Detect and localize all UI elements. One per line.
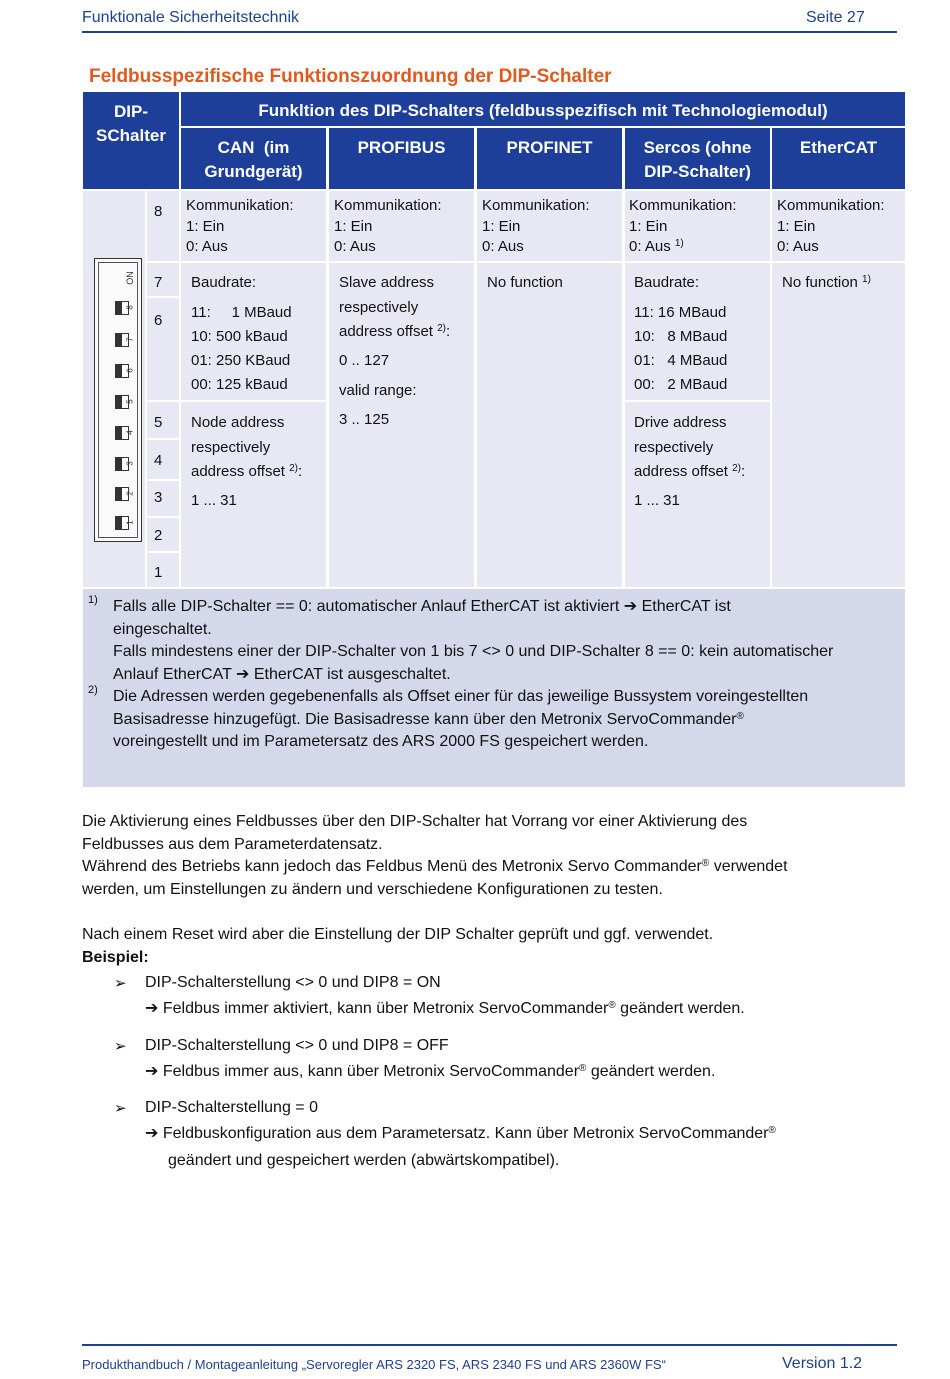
- registered-mark: ®: [768, 1125, 776, 1136]
- colon: :: [298, 463, 303, 480]
- footnote-1-line-4: Anlauf EtherCAT ➔ EtherCAT ist ausgeschaltet.: [113, 666, 451, 683]
- sercos-baud-00: 00: 2 MBaud: [634, 376, 728, 393]
- body-text: ➔ Feldbus immer aktiviert, kann über Metronix ServoCommander: [145, 1000, 609, 1017]
- para-2: Nach einem Reset wird aber die Einstellung der DIP Schalter geprüft und ggf. verwendet.: [82, 926, 714, 943]
- kom-label: Kommunikation:: [334, 197, 442, 214]
- kom-label: Kommunikation:: [629, 197, 737, 214]
- kom-label: Kommunikation:: [777, 197, 885, 214]
- registered-mark: ®: [579, 1063, 587, 1074]
- body-text: Während des Betriebs kann jedoch das Feldbus Menü des Metronix Servo Commander: [82, 858, 702, 875]
- switch-number: 4: [154, 452, 163, 469]
- num-cell-6: [147, 298, 179, 400]
- colon: :: [446, 323, 451, 340]
- kom-aus-sercos: [629, 237, 684, 257]
- footnote-text: Basisadresse hinzugefügt. Die Basisadresse kann über den Metronix ServoCommander: [113, 711, 737, 728]
- body-text: ➔ Feldbuskonfiguration aus dem Parametersatz. Kann über Metronix ServoCommander: [145, 1125, 769, 1142]
- registered-mark: ®: [736, 711, 744, 722]
- profibus-range: 0 .. 127: [339, 352, 390, 369]
- sercos-drive-l2: respectively: [634, 439, 714, 456]
- body-text: geändert werden.: [586, 1063, 716, 1080]
- example-1: DIP-Schalterstellung <> 0 und DIP8 = ON: [145, 974, 441, 991]
- switch-number: 2: [154, 527, 163, 544]
- can-node-l3: [191, 462, 302, 482]
- can-node-l1: Node address: [191, 414, 285, 431]
- dip-switch-label: 8: [125, 305, 135, 310]
- cell-ethercat-nofunc: [772, 263, 905, 587]
- num-cell-8: [147, 191, 179, 261]
- body-text: ➔ Feldbus immer aus, kann über Metronix ServoCommander: [145, 1063, 580, 1080]
- para-1-line-1: Die Aktivierung eines Feldbusses über den DIP-Schalter hat Vorrang vor einer Aktivierung des: [82, 813, 748, 830]
- sercos-drive-l1: Drive address: [634, 414, 727, 431]
- kom-ein: 1: Ein: [629, 218, 668, 235]
- running-header-title: Funktionale Sicherheitstechnik: [82, 9, 300, 26]
- footnote-1-line-3: Falls mindestens einer der DIP-Schalter von 1 bis 7 <> 0 und DIP-Schalter 8 == 0: kein automatischer: [113, 643, 834, 660]
- header-rule: [82, 31, 897, 33]
- sercos-baud-11: 11: 16 MBaud: [634, 304, 727, 321]
- example-3-result-line-1: [145, 1123, 776, 1146]
- switch-number: 5: [154, 414, 163, 431]
- footer-rule: [82, 1344, 897, 1346]
- footnote-2-line-3: voreingestellt und im Parametersatz des ARS 2000 FS gespeichert werden.: [113, 733, 649, 750]
- registered-mark: ®: [608, 1000, 616, 1011]
- kom-label: Kommunikation:: [482, 197, 590, 214]
- can-baud-label: Baudrate:: [191, 274, 257, 291]
- body-text: verwendet: [709, 858, 788, 875]
- para-1-line-4: werden, um Einstellungen zu ändern und verschiedene Konfigurationen zu testen.: [82, 881, 663, 898]
- can-baud-10: 10: 500 kBaud: [191, 328, 288, 345]
- footnote-2-line-2: [113, 709, 744, 732]
- footnote-marker-2: 2): [88, 684, 98, 696]
- page-number: Seite 27: [806, 9, 865, 26]
- kom-ein: 1: Ein: [186, 218, 225, 235]
- bullet-arrow-icon: ➢: [114, 1038, 127, 1055]
- footnote-2-line-1: Die Adressen werden gegebenenfalls als Offset einer für das jeweilige Bussystem voreingestellten: [113, 688, 809, 705]
- footnote-ref: 2): [437, 323, 447, 334]
- num-cell-4: [147, 440, 179, 479]
- dip-on-label: ON: [124, 271, 135, 285]
- profibus-l1: Slave address: [339, 274, 435, 291]
- para-1-line-3: [82, 856, 788, 879]
- can-baud-01: 01: 250 KBaud: [191, 352, 291, 369]
- offset-text: address offset: [191, 463, 290, 480]
- kom-ein: 1: Ein: [482, 218, 521, 235]
- example-2: DIP-Schalterstellung <> 0 und DIP8 = OFF: [145, 1037, 449, 1054]
- th-profibus: PROFIBUS: [329, 128, 474, 189]
- example-3: DIP-Schalterstellung = 0: [145, 1099, 318, 1116]
- sercos-drive-l3: [634, 462, 745, 482]
- dip-switch-label: 1: [125, 520, 135, 525]
- num-cell-5: [147, 402, 179, 438]
- profinet-no-function: No function: [487, 274, 563, 291]
- footnote-1-line-2: eingeschaltet.: [113, 621, 212, 638]
- kom-aus: 0: Aus: [186, 238, 228, 255]
- para-1-line-2: Feldbusses aus dem Parameterdatensatz.: [82, 836, 383, 853]
- th-sercos: Sercos (ohne DIP-Schalter): [625, 128, 770, 189]
- num-cell-3: [147, 481, 179, 516]
- dip-switch-label: 5: [125, 399, 135, 404]
- num-cell-7: [147, 263, 179, 296]
- bullet-arrow-icon: ➢: [114, 975, 127, 992]
- kom-aus-text: 0: Aus: [629, 238, 671, 255]
- switch-number: 1: [154, 564, 163, 581]
- offset-text: address offset: [339, 323, 438, 340]
- footer-version: Version 1.2: [782, 1355, 863, 1372]
- kom-ein: 1: Ein: [334, 218, 373, 235]
- footnote-marker-1: 1): [88, 594, 98, 606]
- footer-document-title: Produkthandbuch / Montageanleitung „Servoregler ARS 2320 FS, ARS 2340 FS und ARS 2360W FS“: [82, 1357, 666, 1372]
- body-text: geändert werden.: [615, 1000, 745, 1017]
- kom-ein: 1: Ein: [777, 218, 816, 235]
- kom-aus: 0: Aus: [482, 238, 524, 255]
- cell-profinet-nofunc: [477, 263, 622, 587]
- switch-number: 3: [154, 489, 163, 506]
- can-node-l2: respectively: [191, 439, 271, 456]
- dip-switch-label: 2: [125, 491, 135, 496]
- th-profinet: PROFINET: [477, 128, 622, 189]
- profibus-l2: respectively: [339, 299, 419, 316]
- sercos-baud-label: Baudrate:: [634, 274, 700, 291]
- profibus-valid-label: valid range:: [339, 382, 417, 399]
- dip-switch-label: 3: [125, 461, 135, 466]
- example-1-result: [145, 998, 745, 1021]
- th-ethercat: EtherCAT: [772, 128, 905, 189]
- dip-switch-frame: [98, 262, 138, 538]
- sercos-drive-range: 1 ... 31: [634, 492, 680, 509]
- switch-number: 7: [154, 274, 163, 291]
- footnote-ref: 2): [732, 463, 742, 474]
- dip-switch-label: 7: [125, 337, 135, 342]
- no-function-text: No function: [782, 274, 863, 291]
- can-node-range: 1 ... 31: [191, 492, 237, 509]
- can-baud-11: 11: 1 MBaud: [191, 304, 292, 321]
- offset-text: address offset: [634, 463, 733, 480]
- example-heading: Beispiel:: [82, 949, 149, 966]
- footnote-ref: 1): [674, 238, 684, 249]
- num-cell-2: [147, 518, 179, 551]
- dip-switch-illustration: [94, 258, 142, 542]
- th-function: Funkltion des DIP-Schalters (feldbusspezifisch mit Technologiemodul): [181, 92, 905, 126]
- ethercat-no-function: [782, 273, 871, 293]
- sercos-baud-01: 01: 4 MBaud: [634, 352, 728, 369]
- footnote-ref: 1): [862, 274, 871, 285]
- th-dip: DIP- SChalter: [83, 92, 179, 189]
- registered-mark: ®: [701, 858, 710, 869]
- footnote-1-line-1: Falls alle DIP-Schalter == 0: automatischer Anlauf EtherCAT ist aktiviert ➔ EtherCAT ist: [113, 598, 731, 615]
- can-baud-00: 00: 125 kBaud: [191, 376, 288, 393]
- example-2-result: [145, 1061, 715, 1084]
- example-3-result-line-2: geändert und gespeichert werden (abwärtskompatibel).: [168, 1152, 560, 1169]
- kom-aus: 0: Aus: [777, 238, 819, 255]
- th-can: CAN (im Grundgerät): [181, 128, 326, 189]
- dip-switch-label: 4: [125, 430, 135, 435]
- profibus-valid-range: 3 .. 125: [339, 411, 390, 428]
- profibus-l3: [339, 322, 450, 342]
- footnote-ref: 2): [289, 463, 299, 474]
- kom-label: Kommunikation:: [186, 197, 294, 214]
- section-title: Feldbusspezifische Funktionszuordnung der DIP-Schalter: [89, 66, 612, 87]
- switch-number: 8: [154, 203, 163, 220]
- colon: :: [741, 463, 746, 480]
- sercos-baud-10: 10: 8 MBaud: [634, 328, 728, 345]
- kom-aus: 0: Aus: [334, 238, 376, 255]
- dip-switch-label: 6: [125, 368, 135, 373]
- bullet-arrow-icon: ➢: [114, 1100, 127, 1117]
- switch-number: 6: [154, 312, 163, 329]
- num-cell-1: [147, 553, 179, 587]
